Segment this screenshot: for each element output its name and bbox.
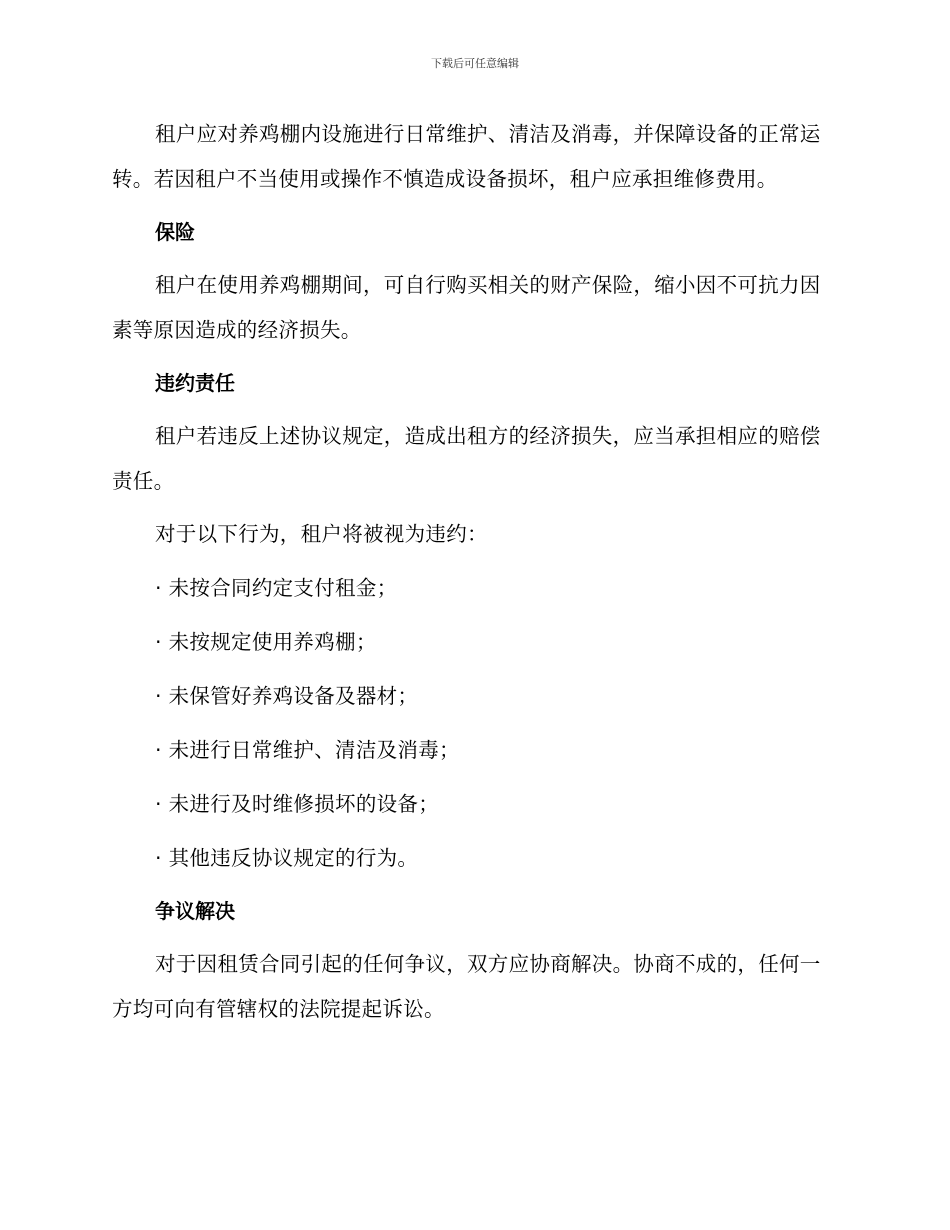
document-body	[112, 112, 830, 1032]
list-item: · 其他违反协议规定的行为。	[155, 846, 419, 870]
list-item: · 未进行日常维护、清洁及消毒；	[155, 738, 460, 762]
paragraph-dispute: 对于因租赁合同引起的任何争议，双方应协商解决。协商不成的，任何一方均可向有管辖权的法院提起诉讼。	[112, 952, 821, 1021]
heading-breach: 违约责任	[155, 371, 235, 395]
paragraph-breach-intro: 对于以下行为，租户将被视为违约：	[155, 522, 488, 546]
list-item: · 未保管好养鸡设备及器材；	[155, 684, 419, 708]
list-item: · 未进行及时维修损坏的设备；	[155, 792, 440, 816]
heading-insurance: 保险	[155, 220, 195, 244]
paragraph-insurance: 租户在使用养鸡棚期间，可自行购买相关的财产保险，缩小因不可抗力因素等原因造成的经济损失。	[112, 273, 821, 342]
paragraph-breach-compensation: 租户若违反上述协议规定，造成出租方的经济损失，应当承担相应的赔偿责任。	[112, 424, 821, 493]
list-item: · 未按规定使用养鸡棚；	[155, 630, 377, 654]
paragraph-maintenance: 租户应对养鸡棚内设施进行日常维护、清洁及消毒，并保障设备的正常运转。若因租户不当使用或操作不慎造成设备损坏，租户应承担维修费用。	[112, 122, 821, 191]
list-item: · 未按合同约定支付租金；	[155, 576, 398, 600]
heading-dispute: 争议解决	[155, 899, 235, 923]
page-header: 下载后可任意编辑	[431, 57, 519, 70]
